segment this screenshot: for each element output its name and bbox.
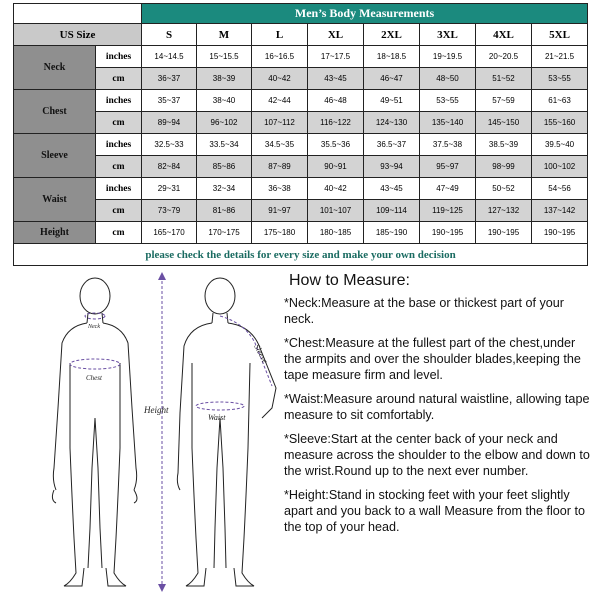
size-value: 89~94 <box>142 112 197 134</box>
size-header: S <box>142 24 197 46</box>
size-value: 39.5~40 <box>532 134 588 156</box>
size-value: 93~94 <box>364 156 420 178</box>
size-value: 119~125 <box>420 200 476 222</box>
size-value: 98~99 <box>476 156 532 178</box>
table-row <box>14 46 588 68</box>
size-header: 2XL <box>364 24 420 46</box>
size-value: 135~140 <box>420 112 476 134</box>
size-value: 36.5~37 <box>364 134 420 156</box>
size-value: 38~39 <box>197 68 252 90</box>
size-value: 35.5~36 <box>308 134 364 156</box>
unit-label: cm <box>96 68 142 90</box>
unit-label: inches <box>96 90 142 112</box>
size-value: 57~59 <box>476 90 532 112</box>
size-header: 3XL <box>420 24 476 46</box>
table-row <box>14 222 588 244</box>
table-row <box>14 200 588 222</box>
size-value: 180~185 <box>308 222 364 244</box>
measure-label: Sleeve <box>14 134 96 178</box>
body-figure-illustration <box>40 268 285 598</box>
table-row <box>14 134 588 156</box>
size-value: 127~132 <box>476 200 532 222</box>
waist-label: Waist <box>208 413 226 422</box>
size-value: 36~37 <box>142 68 197 90</box>
chest-instruction <box>284 335 596 383</box>
unit-label: cm <box>96 222 142 244</box>
size-note: please check the details for every size and make your own decision <box>14 244 588 266</box>
size-value: 91~97 <box>252 200 308 222</box>
unit-label: inches <box>96 134 142 156</box>
measure-label: Waist <box>14 178 96 222</box>
instruction-label: *Sleeve: <box>284 432 331 446</box>
size-value: 29~31 <box>142 178 197 200</box>
instruction-text: Start at the center back of your neck and measure across the shoulder to the elbow and down to the wrist.Round up to the next ever number. <box>284 432 590 478</box>
waist-instruction <box>284 391 596 423</box>
size-table <box>13 3 588 266</box>
size-value: 16~16.5 <box>252 46 308 68</box>
size-value: 82~84 <box>142 156 197 178</box>
size-value: 95~97 <box>420 156 476 178</box>
size-value: 37.5~38 <box>420 134 476 156</box>
size-value: 96~102 <box>197 112 252 134</box>
size-value: 61~63 <box>532 90 588 112</box>
size-value: 32.5~33 <box>142 134 197 156</box>
table-row <box>14 68 588 90</box>
measure-label: Height <box>14 222 96 244</box>
size-value: 49~51 <box>364 90 420 112</box>
size-value: 107~112 <box>252 112 308 134</box>
size-value: 145~150 <box>476 112 532 134</box>
chest-label: Chest <box>86 374 102 382</box>
size-value: 33.5~34 <box>197 134 252 156</box>
measure-label: Neck <box>14 46 96 90</box>
height-arrow-top <box>158 272 166 280</box>
waist-guide <box>196 402 244 410</box>
size-value: 155~160 <box>532 112 588 134</box>
size-header: XL <box>308 24 364 46</box>
how-to-title: How to Measure: <box>289 272 410 289</box>
size-value: 36~38 <box>252 178 308 200</box>
size-value: 40~42 <box>252 68 308 90</box>
size-value: 170~175 <box>197 222 252 244</box>
instruction-text: Measure at the fullest part of the chest,under the armpits and over the shoulder blades,keeping the tape measure firm and level. <box>284 336 581 382</box>
size-value: 46~47 <box>364 68 420 90</box>
height-label: Height <box>144 405 169 415</box>
chart-title: Men’s Body Measurements <box>142 4 588 24</box>
unit-label: cm <box>96 156 142 178</box>
instruction-text: Measure around natural waistline, allowing tape measure to sit comfortably. <box>284 392 590 422</box>
table-row <box>14 178 588 200</box>
size-value: 18~18.5 <box>364 46 420 68</box>
size-value: 109~114 <box>364 200 420 222</box>
title-spacer <box>14 4 142 24</box>
how-to-measure <box>284 272 596 598</box>
size-value: 32~34 <box>197 178 252 200</box>
size-value: 165~170 <box>142 222 197 244</box>
unit-label: inches <box>96 178 142 200</box>
size-value: 54~56 <box>532 178 588 200</box>
size-value: 73~79 <box>142 200 197 222</box>
unit-label: cm <box>96 200 142 222</box>
chest-guide <box>70 359 120 369</box>
size-value: 175~180 <box>252 222 308 244</box>
size-value: 38~40 <box>197 90 252 112</box>
instruction-label: *Height: <box>284 488 329 502</box>
sleeve-label: Sleeve <box>252 342 270 365</box>
table-row <box>14 90 588 112</box>
size-value: 116~122 <box>308 112 364 134</box>
size-value: 42~44 <box>252 90 308 112</box>
unit-label: cm <box>96 112 142 134</box>
instruction-label: *Waist: <box>284 392 324 406</box>
size-header: 4XL <box>476 24 532 46</box>
size-value: 43~45 <box>308 68 364 90</box>
size-header: L <box>252 24 308 46</box>
instruction-label: *Chest: <box>284 336 326 350</box>
size-value: 34.5~35 <box>252 134 308 156</box>
size-value: 51~52 <box>476 68 532 90</box>
instruction-text: Stand in stocking feet with your feet slightly apart and you back to a wall Measure from the floor to the top of your head. <box>284 488 586 534</box>
size-value: 50~52 <box>476 178 532 200</box>
size-value: 53~55 <box>532 68 588 90</box>
unit-label: inches <box>96 46 142 68</box>
size-value: 35~37 <box>142 90 197 112</box>
size-value: 47~49 <box>420 178 476 200</box>
size-value: 90~91 <box>308 156 364 178</box>
size-header-row <box>14 24 588 46</box>
table-row <box>14 156 588 178</box>
us-size-label: US Size <box>14 24 142 46</box>
size-value: 190~195 <box>532 222 588 244</box>
size-value: 43~45 <box>364 178 420 200</box>
size-value: 87~89 <box>252 156 308 178</box>
size-value: 15~15.5 <box>197 46 252 68</box>
neck-label: Neck <box>88 324 100 330</box>
size-value: 100~102 <box>532 156 588 178</box>
instruction-label: *Neck: <box>284 296 322 310</box>
size-value: 19~19.5 <box>420 46 476 68</box>
size-value: 137~142 <box>532 200 588 222</box>
size-value: 38.5~39 <box>476 134 532 156</box>
size-value: 190~195 <box>476 222 532 244</box>
table-row <box>14 112 588 134</box>
size-value: 48~50 <box>420 68 476 90</box>
size-header: M <box>197 24 252 46</box>
size-value: 81~86 <box>197 200 252 222</box>
height-instruction <box>284 487 596 535</box>
neck-instruction <box>284 295 596 327</box>
size-value: 101~107 <box>308 200 364 222</box>
size-value: 85~86 <box>197 156 252 178</box>
size-value: 40~42 <box>308 178 364 200</box>
height-arrow-bottom <box>158 584 166 592</box>
size-table-body <box>14 46 588 244</box>
size-value: 190~195 <box>420 222 476 244</box>
measure-label: Chest <box>14 90 96 134</box>
size-value: 14~14.5 <box>142 46 197 68</box>
size-value: 185~190 <box>364 222 420 244</box>
size-chart <box>13 3 587 263</box>
size-value: 124~130 <box>364 112 420 134</box>
size-value: 46~48 <box>308 90 364 112</box>
size-header: 5XL <box>532 24 588 46</box>
instruction-text: Measure at the base or thickest part of your neck. <box>284 296 564 326</box>
size-value: 20~20.5 <box>476 46 532 68</box>
sleeve-instruction <box>284 431 596 479</box>
size-value: 21~21.5 <box>532 46 588 68</box>
size-value: 53~55 <box>420 90 476 112</box>
back-figure <box>177 278 276 586</box>
size-value: 17~17.5 <box>308 46 364 68</box>
